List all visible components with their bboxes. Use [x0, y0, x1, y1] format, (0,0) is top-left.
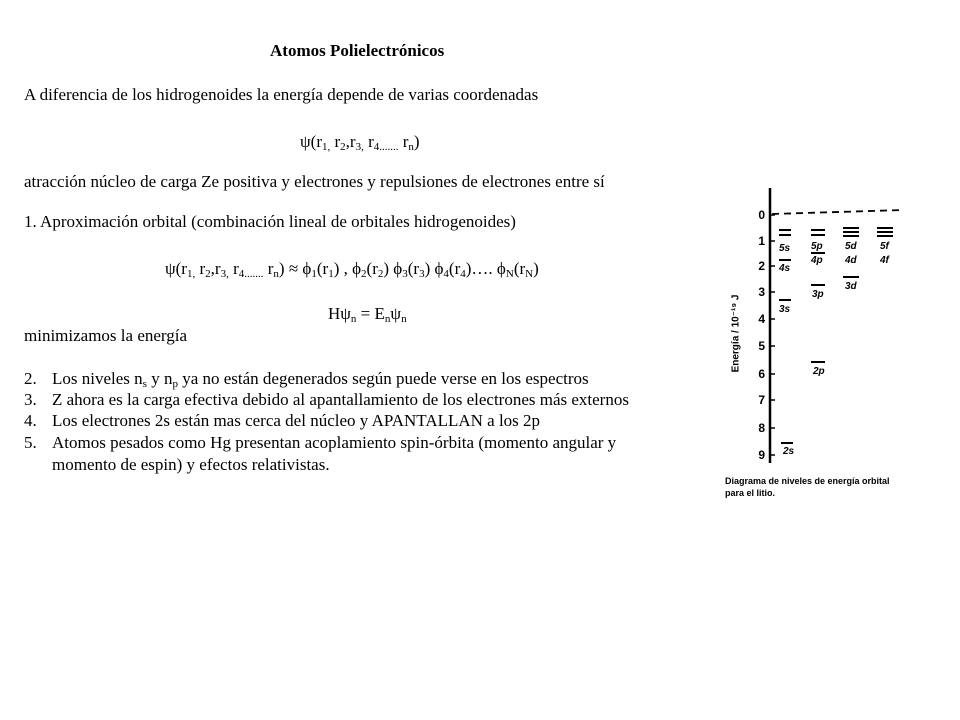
- tick-label: 2: [758, 259, 765, 273]
- attraction-text: atracción núcleo de carga Ze positiva y electrones y repulsiones de electrones entre sí: [24, 172, 605, 191]
- level-label-2p: 2p: [813, 366, 825, 377]
- orbital-approximation-text: 1. Aproximación orbital (combinación lineal de orbitales hidrogenoides): [24, 212, 516, 231]
- d-levels: [843, 228, 859, 277]
- energy-level-diagram: [725, 178, 925, 508]
- list-item: 2. Los niveles $n_s$ y $n_p$ ya no están degenerados según puede verse en los espectros: [24, 369, 589, 390]
- wavefunction-equation: $\psi(r_{1,}$ $r_2,r_{3,}$ $r_{4.......}$ $r_n$): [300, 132, 420, 153]
- tick-label: 7: [758, 393, 765, 407]
- list-item-continuation: momento de espin) y efectos relativistas.: [52, 455, 330, 474]
- level-label-2s: 2s: [783, 446, 795, 457]
- level-label-3p: 3p: [812, 289, 824, 300]
- minimize-text: minimizamos la energía: [24, 326, 188, 345]
- caption-line: Diagrama de niveles de energía orbital: [725, 476, 890, 486]
- level-label-5p: 5p: [811, 241, 823, 252]
- y-axis-label: Energía / 10⁻¹⁹ J: [730, 294, 742, 373]
- ionization-dashed-line: [772, 210, 903, 214]
- level-label-3d: 3d: [845, 281, 857, 292]
- level-label-4s: 4s: [779, 263, 791, 274]
- page-title: Atomos Polielectrónicos: [270, 41, 445, 60]
- level-label-4f: 4f: [880, 255, 889, 266]
- schrodinger-equation: $H\psi_n = E_n\psi_n$: [328, 304, 407, 325]
- level-label-5d: 5d: [845, 241, 857, 252]
- level-label-4p: 4p: [811, 255, 823, 266]
- tick-label: 3: [758, 285, 765, 299]
- energy-levels-svg: [725, 178, 925, 478]
- list-item: 4. Los electrones 2s están mas cerca del núcleo y APANTALLAN a los 2p: [24, 411, 541, 430]
- f-levels: [877, 228, 893, 236]
- s-levels: [779, 230, 793, 443]
- caption-line: para el litio.: [725, 488, 776, 498]
- level-label-5f: 5f: [880, 241, 889, 252]
- list-item: 5. Atomos pesados como Hg presentan acoplamiento spin-órbita (momento angular y: [24, 433, 617, 452]
- tick-label: 9: [758, 448, 765, 462]
- tick-label: 0: [758, 208, 765, 222]
- tick-label: 1: [758, 234, 765, 248]
- orbital-product-equation: $\psi(r_{1,}$ $r_2,r_{3,}$ $r_{4.......}$ $r_n) \approx \phi_1(r_1)$ , $\phi_2(r_2)$ $\phi_3(r_3)$ $\phi_4(r_4)\dots$. $\phi_N(r_N)$: [165, 259, 539, 280]
- tick-label: 6: [758, 367, 765, 381]
- level-label-5s: 5s: [779, 243, 791, 254]
- list-item: 3. Z ahora es la carga efectiva debido al apantallamiento de los electrones más externos: [24, 390, 629, 409]
- level-label-3s: 3s: [779, 304, 791, 315]
- tick-label: 4: [758, 312, 765, 326]
- tick-label: 5: [758, 339, 765, 353]
- level-label-4d: 4d: [845, 255, 857, 266]
- tick-label: 8: [758, 421, 765, 435]
- diagram-caption: [725, 475, 925, 499]
- intro-text: A diferencia de los hidrogenoides la energía depende de varias coordenadas: [24, 85, 539, 104]
